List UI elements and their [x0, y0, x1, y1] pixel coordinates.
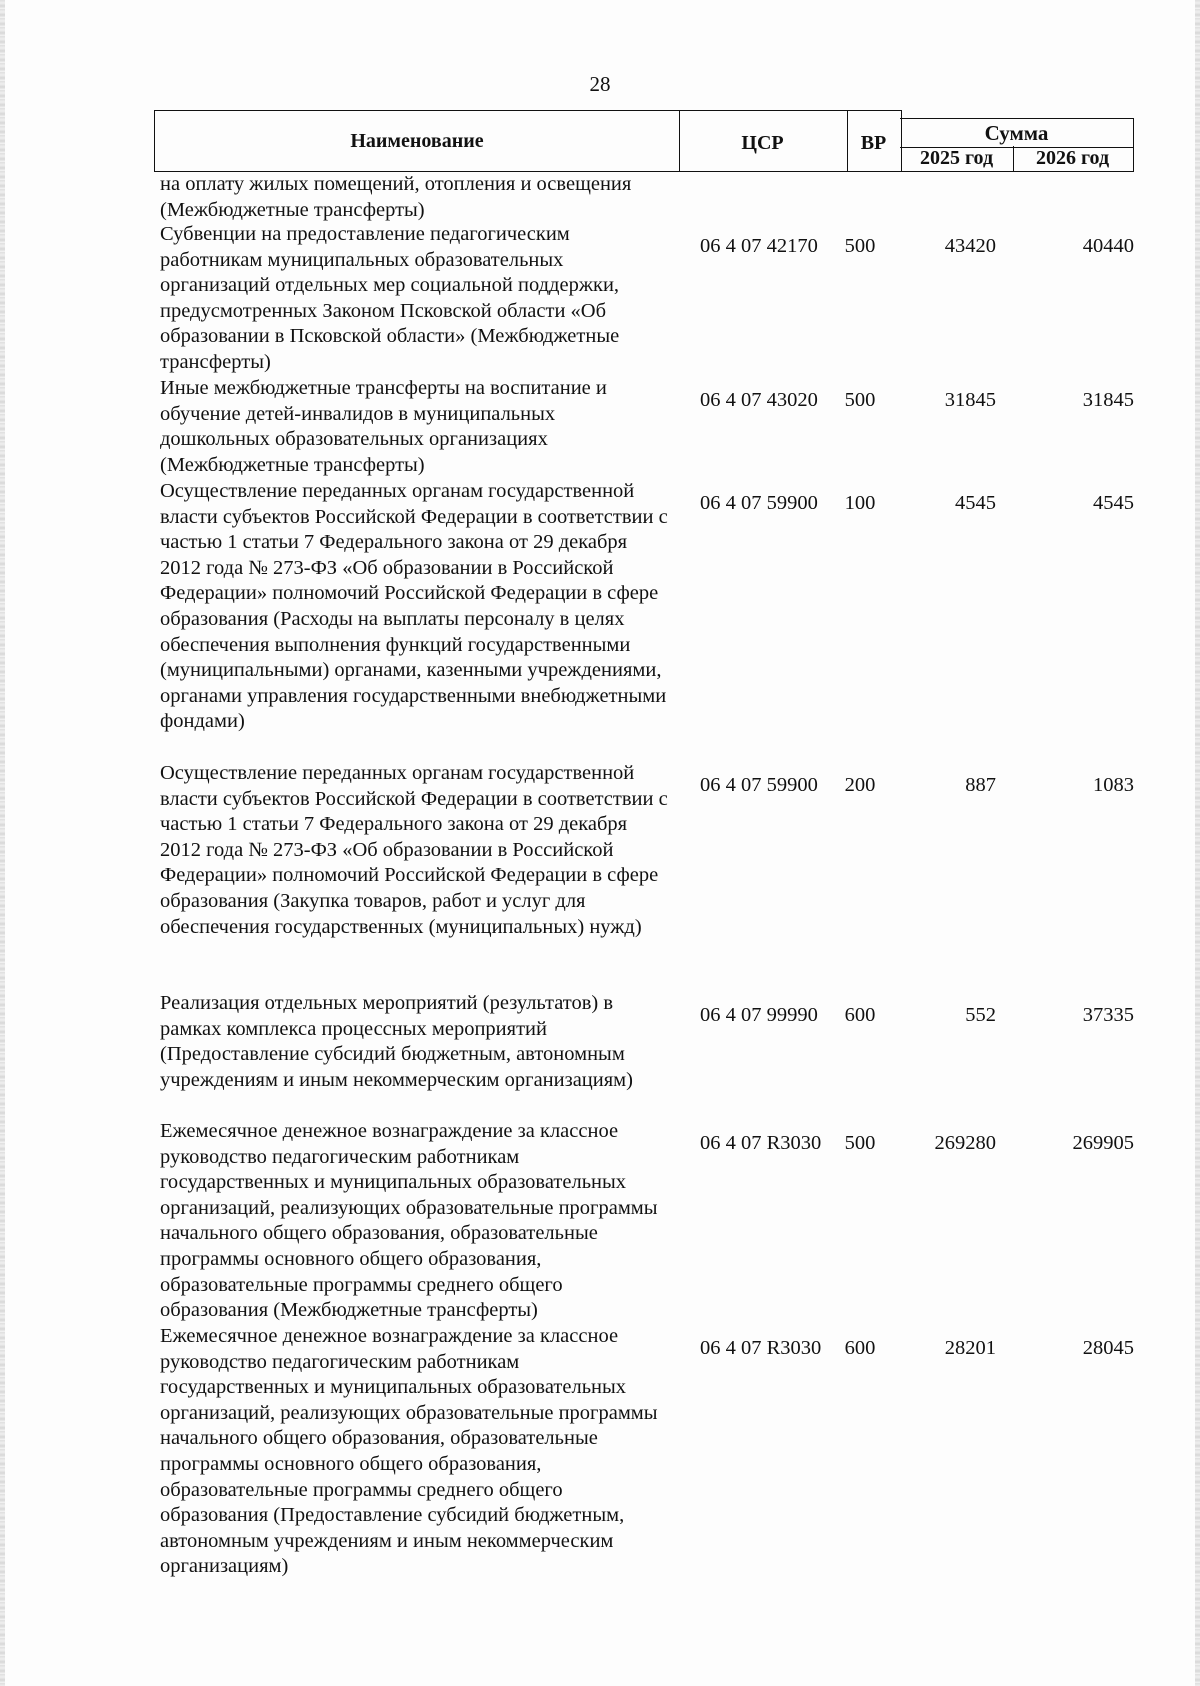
row-name: Иные межбюджетные трансферты на воспитание и обучение детей-инвалидов в муниципальных дошкольных образовательных организациях (Межбюджетные трансферты): [160, 377, 607, 476]
row-sum-2026: 31845: [1082, 389, 1134, 411]
row-vr: 200: [844, 774, 876, 796]
table-header: [154, 110, 1134, 172]
row-sum-2026: 40440: [1082, 235, 1134, 257]
scan-edge-right: [1195, 0, 1200, 1686]
table-row: [160, 172, 1136, 222]
row-vr: 500: [844, 1132, 876, 1154]
row-csr: 06 4 07 42170: [700, 235, 818, 257]
row-vr: 600: [844, 1004, 876, 1026]
table-body: [160, 172, 1136, 1580]
header-csr: [678, 110, 848, 172]
row-csr: 06 4 07 59900: [700, 492, 818, 514]
row-vr: 600: [844, 1337, 876, 1359]
row-csr: 06 4 07 R3030: [700, 1337, 822, 1359]
row-sum-2025: 43420: [944, 235, 996, 257]
row-csr: 06 4 07 99990: [700, 1004, 818, 1026]
row-sum-2026: 28045: [1082, 1337, 1134, 1359]
row-sum-2025: 269280: [934, 1132, 996, 1154]
table-row: [160, 761, 1136, 991]
row-sum-2025: 4545: [955, 492, 996, 514]
page-number: 28: [589, 72, 611, 96]
row-name: Ежемесячное денежное вознаграждение за классное руководство педагогическим работникам государственных и муниципальных образовательных организаций, реализующих образовательные программы начального общего образования, образовательные программы основного общего образования, образовательные программы среднего общего образования (Предоставление субсидий бюджетным, автономным учреждениям и иным некоммерческим организациям): [160, 1325, 658, 1578]
header-sum: [900, 118, 1134, 148]
row-vr: 500: [844, 389, 876, 411]
row-csr: 06 4 07 43020: [700, 389, 818, 411]
header-name: [154, 110, 680, 172]
row-vr: 500: [844, 235, 876, 257]
header-vr-label: ВР: [860, 131, 887, 154]
row-name: Осуществление переданных органам государственной власти субъектов Российской Федерации в соответствии с частью 1 статьи 7 Федерального закона от 29 декабря 2012 года № 273-ФЗ «Об образовании в Российской Федерации» полномочий Российской Федерации в сфере образования (Расходы на выплаты персоналу в целях обеспечения выполнения функций государственными (муниципальными) органами, казенными учреждениями, органами управления государственными внебюджетными фондами): [160, 480, 668, 733]
table-row: [160, 376, 1136, 479]
table-row: [160, 222, 1136, 376]
row-name: Субвенции на предоставление педагогическим работникам муниципальных образовательных организаций отдельных мер социальной поддержки, предусмотренных Законом Псковской области «Об образовании в Псковской области» (Межбюджетные трансферты): [160, 223, 620, 373]
row-sum-2025: 28201: [944, 1337, 996, 1359]
row-name: Осуществление переданных органам государственной власти субъектов Российской Федерации в соответствии с частью 1 статьи 7 Федерального закона от 29 декабря 2012 года № 273-ФЗ «Об образовании в Российской Федерации» полномочий Российской Федерации в сфере образования (Закупка товаров, работ и услуг для обеспечения государственных (муниципальных) нужд): [160, 762, 668, 938]
table-row: [160, 479, 1136, 761]
header-name-label: Наименование: [350, 129, 484, 152]
row-csr: 06 4 07 59900: [700, 774, 818, 796]
row-vr: 100: [844, 492, 876, 514]
row-sum-2026: 269905: [1072, 1132, 1134, 1154]
row-sum-2025: 31845: [944, 389, 996, 411]
row-name: на оплату жилых помещений, отопления и освещения (Межбюджетные трансферты): [160, 173, 632, 221]
row-sum-2026: 1083: [1093, 774, 1134, 796]
header-year-2026: [1012, 146, 1134, 172]
header-year-2026-label: 2026 год: [1035, 147, 1110, 169]
header-vr: [846, 110, 902, 172]
row-sum-2025: 552: [965, 1004, 996, 1026]
table-row: [160, 991, 1136, 1119]
table-row: [160, 1119, 1136, 1324]
row-sum-2025: 887: [965, 774, 996, 796]
row-name: Ежемесячное денежное вознаграждение за классное руководство педагогическим работникам государственных и муниципальных образовательных организаций, реализующих образовательные программы начального общего образования, образовательные программы основного общего образования, образовательные программы среднего общего образования (Межбюджетные трансферты): [160, 1120, 658, 1322]
row-sum-2026: 4545: [1093, 492, 1134, 514]
row-name: Реализация отдельных мероприятий (результатов) в рамках комплекса процессных мероприятий (Предоставление субсидий бюджетным, автономным учреждениям и иным некоммерческим организациям): [160, 992, 633, 1091]
scan-edge-left: [0, 0, 5, 1686]
header-sum-label: Сумма: [984, 120, 1049, 145]
row-csr: 06 4 07 R3030: [700, 1132, 822, 1154]
table-row: [160, 1324, 1136, 1580]
row-sum-2026: 37335: [1082, 1004, 1134, 1026]
header-csr-label: ЦСР: [741, 131, 784, 154]
header-year-2025-label: 2025 год: [919, 147, 994, 169]
header-year-2025: [900, 146, 1014, 172]
